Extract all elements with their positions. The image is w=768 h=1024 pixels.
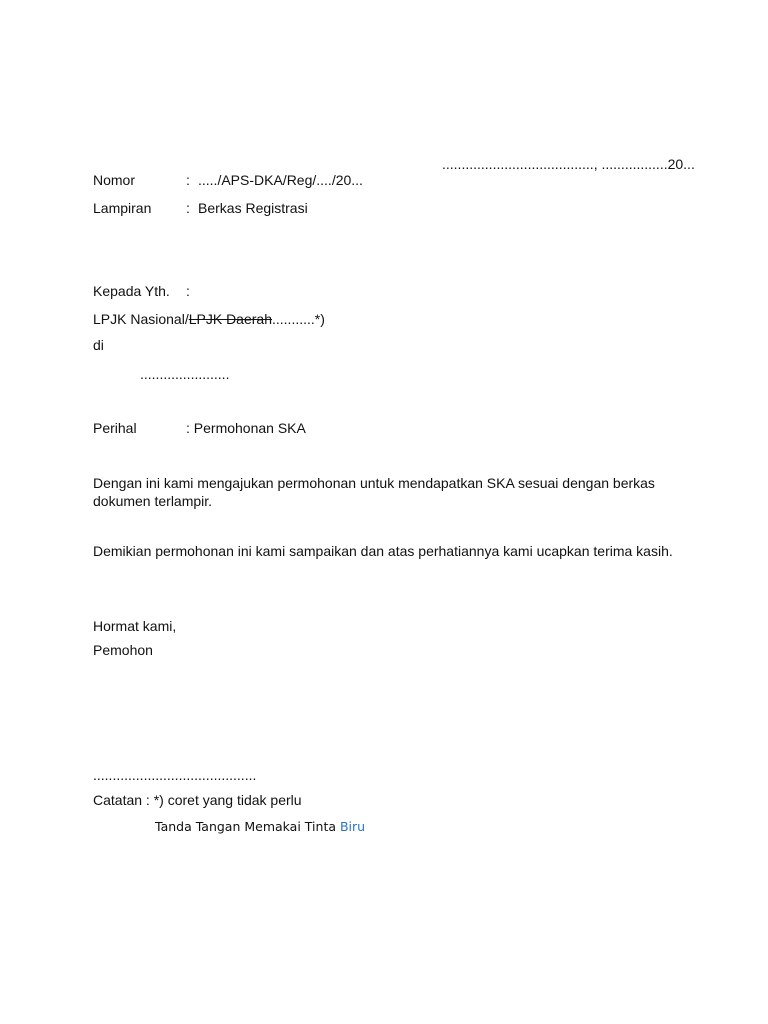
body-paragraph-1: Dengan ini kami mengajukan permohonan untuk mendapatkan SKA sesuai dengan berkas dokumen terlampir. (93, 475, 655, 509)
lampiran-value: Berkas Registrasi (198, 200, 308, 216)
signature-ink-note (155, 818, 365, 835)
recipient-dots: ...........*) (272, 311, 325, 327)
di-label: di (93, 337, 104, 353)
recipient-line (93, 311, 325, 328)
nomor-value: ...../APS-DKA/Reg/..../20... (198, 172, 363, 188)
applicant-label: Pemohon (93, 642, 153, 658)
signature-dots: .......................................... (93, 767, 257, 783)
perihal-value: : Permohonan SKA (186, 420, 306, 436)
location-dots: ....................... (140, 366, 230, 382)
catatan-note: Catatan : *) coret yang tidak perlu (93, 792, 302, 808)
signature-ink-note-text: Tanda Tangan Memakai Tinta (155, 819, 340, 834)
closing-text: Hormat kami, (93, 618, 177, 634)
body-paragraph-2: Demikian permohonan ini kami sampaikan dan atas perhatiannya kami ucapkan terima kasih. (93, 543, 673, 559)
lampiran-colon: : (186, 200, 190, 216)
ink-color-word: Biru (339, 819, 366, 834)
kepada-colon: : (186, 283, 190, 299)
recipient-national: LPJK Nasional/ (93, 311, 189, 327)
recipient-regional-struck: LPJK Daerah (188, 311, 272, 327)
kepada-label: Kepada Yth. (93, 283, 170, 299)
perihal-label: Perihal (93, 420, 137, 436)
date-line: ......................................., .................20... (442, 156, 695, 172)
nomor-label: Nomor (93, 172, 136, 188)
nomor-colon: : (186, 172, 190, 188)
lampiran-label: Lampiran (93, 200, 152, 216)
